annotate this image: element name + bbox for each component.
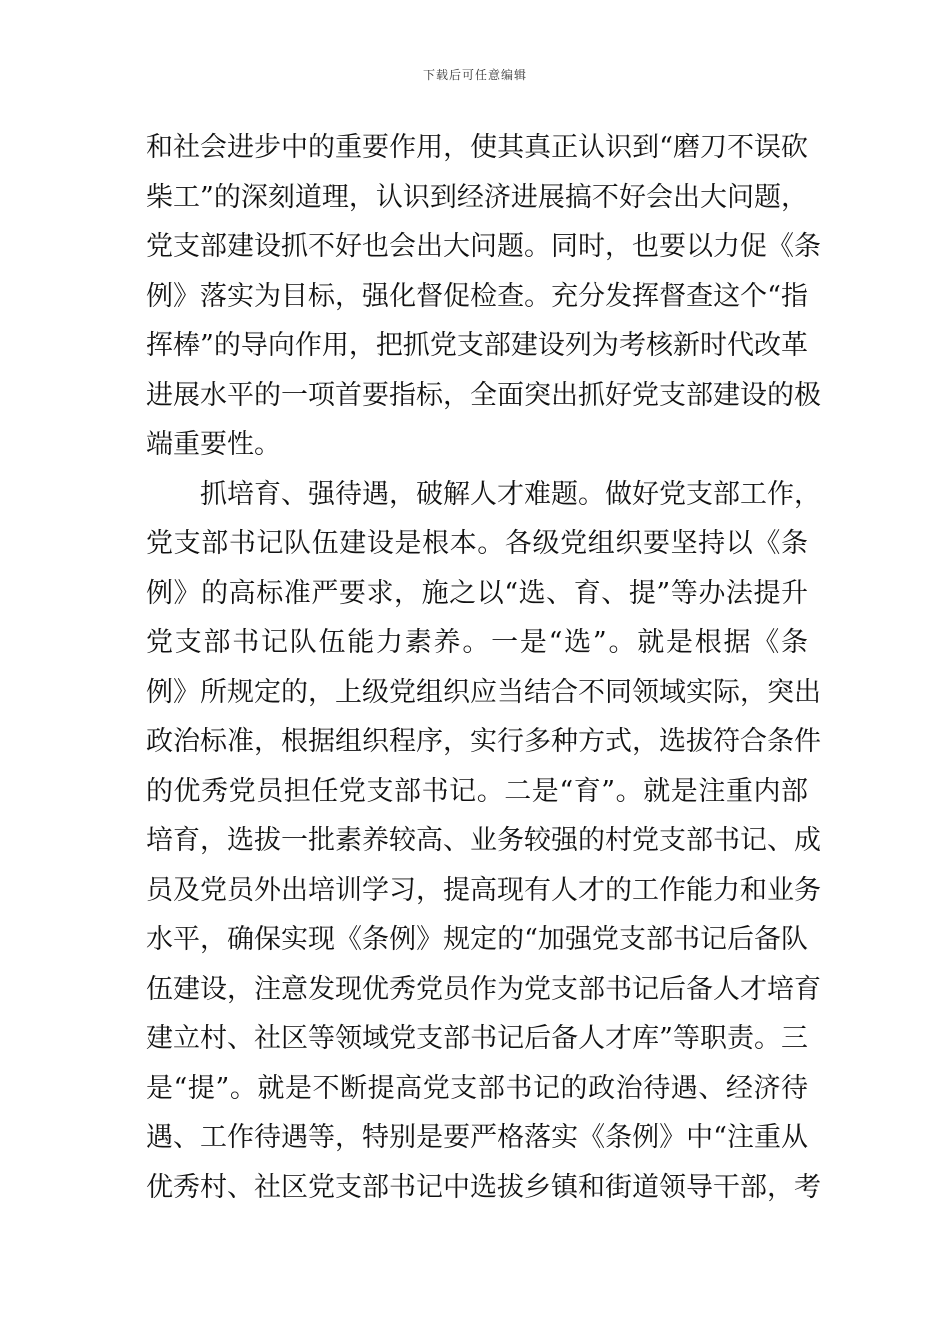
text-line: 例》落实为目标，强化督促检查。充分发挥督查这个“指	[146, 280, 808, 312]
paragraph-start-line: 抓培育、强待遇，破解人才难题。做好党支部工作，	[200, 478, 821, 510]
text-line: 柴工”的深刻道理，认识到经济进展搞不好会出大问题，	[146, 181, 808, 213]
document-body	[146, 123, 821, 1212]
text-line: 建立村、社区等领域党支部书记后备人才库”等职责。三	[146, 1023, 808, 1054]
text-line: 政治标准，根据组织程序，实行多种方式，选拔符合条件	[146, 726, 821, 757]
text-line: 和社会进步中的重要作用，使其真正认识到“磨刀不误砍	[146, 132, 808, 163]
text-line: 培育，选拔一批素养较高、业务较强的村党支部书记、成	[146, 825, 821, 856]
text-line: 党支部书记队伍建设是根本。各级党组织要坚持以《条	[146, 528, 808, 559]
text-line: 例》的高标准严要求，施之以“选、育、提”等办法提升	[146, 577, 808, 609]
text-line: 水平，确保实现《条例》规定的“加强党支部书记后备队	[146, 924, 808, 955]
paragraph-end-line: 端重要性。	[146, 429, 281, 460]
text-line: 伍建设，注意发现优秀党员作为党支部书记后备人才培育	[146, 973, 821, 1005]
text-line: 优秀村、社区党支部书记中选拔乡镇和街道领导干部，考	[146, 1171, 821, 1203]
text-line: 例》所规定的，上级党组织应当结合不同领域实际，突出	[146, 676, 821, 708]
text-line: 员及党员外出培训学习，提高现有人才的工作能力和业务	[146, 874, 821, 906]
text-line: 的优秀党员担任党支部书记。二是“育”。就是注重内部	[146, 775, 808, 807]
text-line: 是“提”。就是不断提高党支部书记的政治待遇、经济待	[146, 1072, 808, 1104]
text-line: 党支部建设抓不好也会出大问题。同时，也要以力促《条	[146, 231, 821, 262]
text-line: 进展水平的一项首要指标，全面突出抓好党支部建设的极	[146, 379, 821, 411]
text-line: 挥棒”的导向作用，把抓党支部建设列为考核新时代改革	[146, 330, 808, 361]
text-line: 遇、工作待遇等，特别是要严格落实《条例》中“注重从	[146, 1122, 808, 1153]
download-note: 下载后可任意编辑	[422, 68, 527, 82]
text-line: 党支部书记队伍能力素养。一是“选”。就是根据《条	[146, 627, 808, 658]
